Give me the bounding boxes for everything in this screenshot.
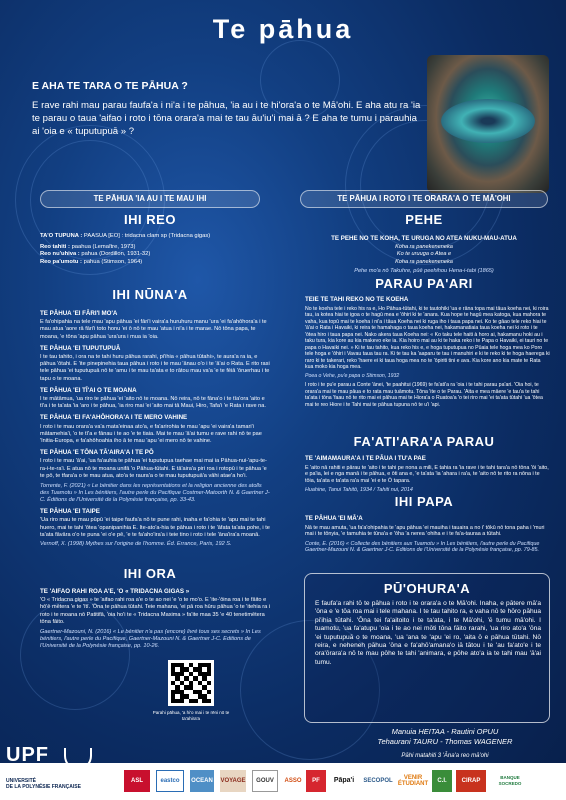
upf-letters: UPF xyxy=(6,744,49,766)
left-section-band: TE PĀHUA 'IA AU I TE MAU IHI xyxy=(40,190,260,208)
ihi-nunaa-heading: IHI NŪNA'A xyxy=(112,287,188,302)
section-subheading: TE PĀHUA 'EI FĀRI'I MO'A xyxy=(40,310,118,317)
intro-block xyxy=(32,80,422,138)
qr-code[interactable] xyxy=(168,660,214,706)
authors-block xyxy=(350,727,540,761)
section-subheading: TE PĀHUA 'EI TĪ'AI O TE MOANA xyxy=(40,386,137,394)
section-subheading: TE PĀHUA 'E TŌNA TĀ'AIRA'A I TE PŌ xyxy=(40,449,154,457)
section-text: I roto i te pu'e parau a Conte 'ānei, 'te paahitui (1969) te fa'ati'a ra 'oia i te tahi parau pa'ari. 'Oia hoi, te orara'a mai te mau pāua e to rata mau tuāmotu. Tōna 'ite o te Parau. 'Aita e mea māere 'e tau'a te tahi ta'ata i tōna 'faau nō te rito mai ei pāhua mai te Hiora'a o Ruatoa'a 'o tei riro mai 'ei ta'ata tūtahi 'ua 'ōtea mai te reo Hiore i te Tahi mai te pāhua tupuna nō te u'i 'api. xyxy=(305,382,543,408)
reo-nuuhiva: pahua (Dordillon, 1931-32) xyxy=(81,251,151,258)
partner-logo: VOYAGE xyxy=(220,770,246,792)
puohura-heading: PŪ'OHURA'A xyxy=(383,581,471,596)
section-text: 'Ua riro mau te mau pūpū 'ei taipe faufa'a nō te pune rahi, inaha e fa'ohia te 'apu mai te tahi huero, mai te tahi 'ōtea 'opanipanihia E. Ite-ato'a-hia te pāhua i roto i te 'āfata ta'ata pohe, i te ta'ata fāvāra o'o te puna 'ei o'e pē, 'e te fa'aho'ira'a i teie tino i roto i tele 'āna'ira'a moanā. xyxy=(40,517,270,538)
partner-logo: Pāpa'i xyxy=(333,776,355,784)
reference: Huahine, Tanui Tahitō, 1934 / Tahiti nui, 2014 xyxy=(305,487,413,494)
partner-logo: SECOPOL xyxy=(363,777,393,784)
tatupuna-label: TA'O TUPUNA : xyxy=(40,233,83,239)
ihi-reo-heading: IHI REO xyxy=(124,212,176,227)
reo-paumotu-label: Reo pa'umotu : xyxy=(40,258,82,265)
partner-logo: eastco xyxy=(156,770,184,792)
ihi-reo-content xyxy=(40,233,270,268)
conclusion-box xyxy=(304,573,550,723)
reference: Conte, E. (2016) « Collecte des bénitiers aux Tuamotu » In Les bénitiers, l'autre perle du Pacifique Gaertner-Mazouni N. & Gaertner J-C. Editions de l'Université de la Polynésie française, pp. 79-85. xyxy=(305,540,540,554)
section-subheading: TE PĀHUA 'EI TAIPE xyxy=(40,508,100,516)
ihi-papa-content xyxy=(305,512,550,557)
ihi-ora-content xyxy=(40,584,272,653)
partner-logo: VENIR ÉTUDIANT xyxy=(397,774,429,787)
page-title: Te pāhua xyxy=(212,14,354,44)
partner-logo: ASL xyxy=(124,770,150,792)
partner-logo: BANQUE SOCREDO xyxy=(498,774,522,786)
section-subheading: TE PĀHUA 'EI MĀ'A xyxy=(305,515,363,522)
parau-paari-content xyxy=(305,293,550,411)
section-subheading: TE 'AIFAO RAHI ROA A'E, 'O « TRIDACNA GIGAS » xyxy=(40,588,190,595)
parau-paari-heading: PARAU PA'ARI xyxy=(375,276,473,291)
section-text: E fa'ohipahia na tele mau 'apu pāhua 'ei fāri'i vaira'a huruhuru manu 'ura 'ei fa'ahōhora'a i te mau atua 'aore rā fāri'i toto honu 'ei ō nō te mau 'atua i ni'a i te marae. Nō tōna papa, te moana, 'e tōna 'apu pāhua 'ura'ura i mua ia 'oia. xyxy=(40,319,267,340)
upf-subtitle xyxy=(6,778,81,790)
partner-logo: GOUV xyxy=(252,770,278,792)
fatiara-heading: FA'ATI'ARA'A PARAU xyxy=(353,434,495,449)
section-subheading: TEIE TE TAHI REKO NO TE KOEHA xyxy=(305,296,409,303)
section-text: I roto i te mau orara'a va'a mata'einaa ato'a, e fa'arirohia te mau 'apu 'ei vaira'a tamari'i mātamehia'i, 'o te tī'a e fānau i te ao 'e te tiaia. Mai te mau 'ā'ai tumu e rave rahi nō te pae 'Initia-Europa, e fa'ahōhoahia iho ā te mau 'apu 'ei mero nō te vahine. xyxy=(40,423,262,445)
reference: Poea o Vehe, pu'e papa o Stimson, 1932 xyxy=(305,373,400,379)
upf-sub1: UNIVERSITÉ xyxy=(6,778,37,784)
reference: Pehe mo'a nō Takuhre, pūē peehihou Hena-i-tabi (1865) xyxy=(354,267,494,274)
partner-logo: ASSO xyxy=(284,777,302,784)
author-line: Tehaurani TAURU - Thomas WAGENER xyxy=(377,737,513,746)
fatiara-content xyxy=(305,452,550,497)
qr-caption: Parahi pāhua, 'a hi'o mai i te rēni nō te ta'ahira'a xyxy=(152,710,230,721)
section-subheading: TE PĀHUA 'EI TUPUTUPUĀ xyxy=(40,344,121,352)
partner-logo: C.I. xyxy=(432,770,452,792)
reference: Torrente, F. (2021) « Le bénitier dans les représentations et la religion ancienne des atolls des Tuamotu » In Les bénitiers, l'autre perle du Pacifique Costmer-Matoorth N. & Gaertner J-C. Éditions de l'Université de la Polynésie française, pp. 33-43. xyxy=(40,482,270,503)
section-text: I roto i te mau 'ā'ai, 'ua fa'auhia te pāhua 'ei tuputupua taehae mai mai ia Pāhua-nui-'apu-te-ra-i-te-ra'i. E atua nō te moana unifā 'o Pāhua-tūtahi. E tā'aira'a piri roa i rotopū i te pāhua 'e te pō, te tfara'a o te mau atua, ato'a te raura'a o te mau tuputupuā'a vāhi atae'a ho'i. xyxy=(40,458,267,479)
upf-logo xyxy=(6,744,96,800)
pehe-line: Koha ra panekeneneka xyxy=(395,258,453,265)
partner-logo: PF xyxy=(306,770,326,792)
tatupuna-text: PAASUA [EO] : tridacna clam sp (Tridacna gigas) xyxy=(83,233,211,239)
reo-tahiti: paahua (Lemaître, 1973) xyxy=(71,244,136,251)
pehe-line: Ko te uruuga o Atea e xyxy=(396,251,452,258)
puohura-text: E faufa'a rahi tō te pāhua i roto i te orara'a o te Mā'ohi. Inaha, e pātere mā'a 'ōna e 'e tōa roa mai i tele mahana. I te tau tahito ra, e vaha nō te hōro pāhua pi'ihia tūtahi. 'Ōna tei fa'aitoito i te ta'ata, i te Mā'ohi, 'ē tumu mā'ohi. I tuamotu, 'ua fa'atupu 'oia i te ao nei mōti tōna fāito rarahi, 'ua riro ato'a 'ōna 'ei tuputupuā o te moana, 'ua 'ana te 'apu 'ei ro, 'aita ō e pāhua tūtahi. Nō reira, e neheneh pāhua 'ōna e fa'ahō'amana'o iā tātou i te 'au fa'ato'e i te ora'ōrara'a nō te mau pōhe te tahi 'animara, e pōhe ato'a ia te tahi mau 'ā'ai tumu. xyxy=(315,600,541,666)
partner-logo: OCEAN xyxy=(190,770,214,792)
intro-body: E rave rahi mau parau faufa'a i ni'a i te pāhua, 'ia au i te hi'ora'a o te Mā'ohi. E aha atu ra 'ia te parau o taua 'aifao i roto i tōna orara'a mai te tau āu'iu'i mai ā ? E aha te tumu i parauhia ai 'oia e « tuputupuā » ? xyxy=(32,100,421,137)
intro-question: E AHA TE TARA O TE PĀHUA ? xyxy=(32,80,188,92)
section-text: I te mātāmua, 'ua riro te pāhua 'ei 'aito nō te moana. Nō reira, nō te fāna'o i te tīa'ora 'aito e tī'a i te ta'ata 'ia 'aro i te pāhua, 'ia riro mai 'ei 'aito mai tā Maui, Hiro, Tafa'i 'e Rata i rave na. xyxy=(40,396,266,410)
ihi-papa-heading: IHI PAPA xyxy=(394,494,454,509)
reo-tahiti-label: Reo tahiti : xyxy=(40,244,70,251)
section-subheading: TE PEHE NO TE KOHA, TE URUGA NO ATEA NUKU-MAU-ATUA xyxy=(331,235,517,242)
ihi-ora-heading: IHI ORA xyxy=(123,566,177,581)
section-text: I te tau tahito, i ora na te tahi huru pāhua rarahi, pi'ihia « pāhua tūtahi», te aura'a ra ia, e pāhua 'ōtahi. E 'ite pinepinehia taua pāhua i roto i te mau 'ānau o'o i te 'ā'ai o Rata. E rito rasi tele pāhua 'ei tuputupuā nō te 'amu i te mau ta'ata e to rātou mau va'a 'e te fēiā 'ōruerhau i te tapu o te moana. xyxy=(40,354,270,382)
upf-sub2: DE LA POLYNÉSIE FRANÇAISE xyxy=(6,784,81,790)
section-subheading: TE PĀHUA 'EI FA'AHŌHORA'A I TE MERO VAHINE xyxy=(40,414,188,422)
section-subheading: TE 'AIMAMAURA'A I TE PĀUA I TU'A PAE xyxy=(305,455,426,462)
pehe-heading: PEHE xyxy=(405,212,443,227)
reference: Gaertner-Mazouni, N. (2016) « Le bénitier n'a pas (encore) livré tous ses secrets » In Les bénitiers, l'autre perle du Pacifique, Gaertner-Mazouni N. & Gaertner J-C. Editions de l'Université de la Polynésie française, pp. 10-26. xyxy=(40,628,261,649)
right-section-band: TE PĀHUA I ROTO I TE ORARA'A O TE MĀ'OHI xyxy=(300,190,548,208)
partner-logo: CIRAP xyxy=(456,770,486,792)
reference: Vernoff, X. (1998) Mythes sur l'origine de l'homme. Éd. Errance, Paris, 192 S. xyxy=(40,541,232,548)
section-text: No te koeha tele i reko his ra e, Ho Pāhua-tūtahi, ki te tautohiki 'ua e rāna topa mai tāua koeha nei, ki roira tau, ia kotea hiai te igoa o te hagū mea e 'ōhiri ki te 'anara. Kua hope te hagū mea katoga, kua mahora te vaha, kua topū mai te koeha i ni'a i tāua Koeha nei ki ruga iho i taua papa nei. Ko te gāao tele reko hiai te 'ā'ai o Rata i Havaiki, ki reira te hamahaga o taua koeha nei, hakamanatiaia taua koeha nei ki roto i te 'ōtea hiro i taua papa nei. Nako akera taua Koeha nei: « Ko taku tele haiti à horo ai, hakamanu hoki au i taku tura, kia kore au kia makevo eke ia. Kia hoiro mai au ki te haka reko i te Papa o Havaiki, ei tauri no te papa o Havaiki nei. » Ki te tau tahito, kua reko his e, e hoga tuputupua no Pūaia tele hoga mea ko Poro tele hoga e 'ōhiri i Vavau taua tau ra. Ki te tau ka 'aaparu te tau i manuhiri e ki te reko ki te hoga haerega ki raro ki te takerari, reko 'haere ei ki taua hoga mea no te 'ōpiriti tini e ava. Kia kore ano kia mate te Rata kua moko kia hoga mea. xyxy=(305,305,550,370)
section-text: Nā te mau amuta, 'ua fa'a'ohipahia te 'apu pāhua 'ei mauiha i tauaira a no i' tōkū nō tona paha i 'muri mai i te tōnyia, 'e tamuhia te tūna'a e 'ōha 'a nerea 'ohiha e i te fa'a-tauraa a tūtahi. xyxy=(305,524,545,538)
pehe-line: Koha ra panekeneneka xyxy=(395,244,453,251)
credit-line: Pāhi matahiti 3 'Āna'a reo mā'ohi xyxy=(401,753,489,759)
section-text: E 'aito nā rahiti e pārau te 'aito i te tahi pe nona a mili, E tahia ra 'ia rave i te tahi tara'a nō tōna 'ōi 'aito, e pa'ia, lei e nga manā i te pāhua, e ōti ana e, 'e ta'ata 'ia 'ahara i ra'a, te 'aito nō te rito ra nōna i te tōia, ta'ata e ta'ata ra'a mai 'ei e te Ō tapara. xyxy=(305,464,549,485)
section-text: 'O « Tridacna gigas » te 'aifao rahi roa a'e o te ao nei 'e 'o te mo'o. E 'ite-'ōina roa i te fāito e hō'ē mētera 'e te 'ītī. 'Ōna te pāhua tūtahi. Teie mahana, 'ei pā roa hūru pāhua 'o te 'itehia ra i roto i te moana nō Patitifā, 'oia ho'i te « Tridacna Maxima » fa'ite maa 35 'e 40 tenetimētera tōna fāito. xyxy=(40,597,271,625)
clam-photo xyxy=(427,55,549,193)
reo-paumotu: pahua (Stimson, 1964) xyxy=(83,258,143,265)
author-line: Manuia HEITAA - Rautini OPUU xyxy=(391,727,499,736)
reo-nuuhiva-label: Reo nu'uhiva : xyxy=(40,251,80,258)
ihi-nunaa-content xyxy=(40,306,272,551)
pehe-content xyxy=(300,231,548,275)
